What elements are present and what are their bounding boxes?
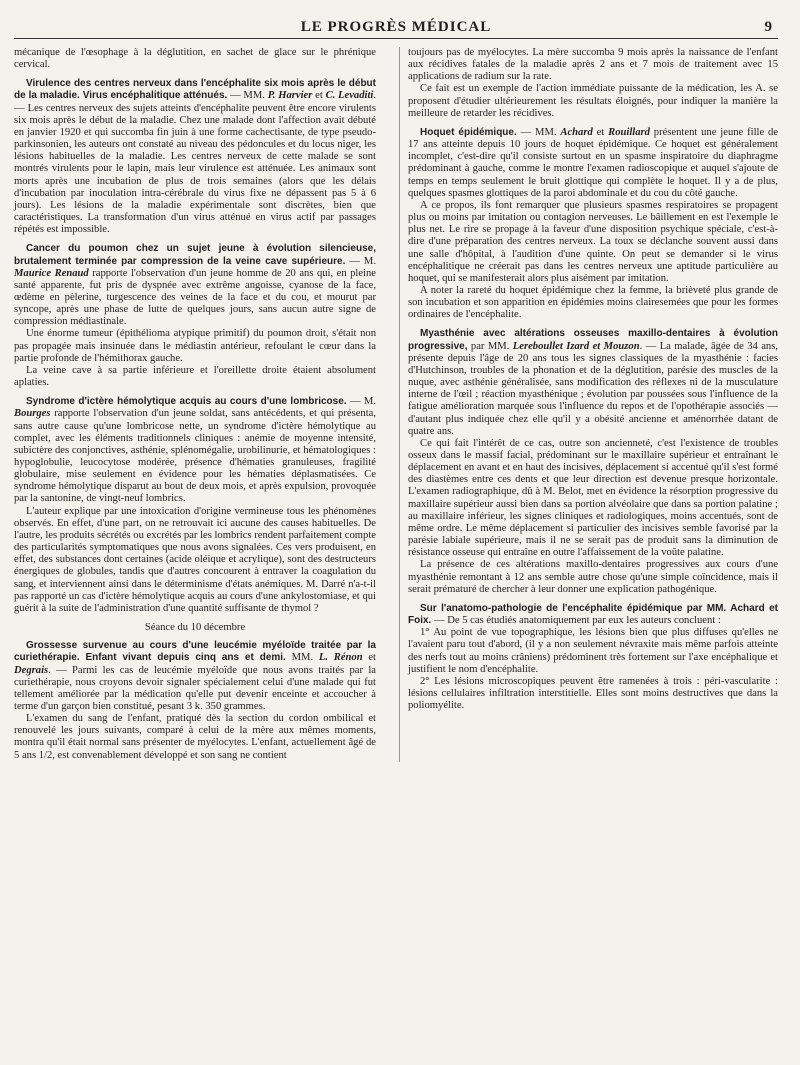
paragraph: 1° Au point de vue topographique, les lésions bien que plus diffuses qu'elles ne l'avaient paru tout d'abord, (il y a non seulement névraxite mais même parfois atteinte des nerfs tout au moins crâniens) prédominent très fortement sur l'axe encéphalique et justifient le nom d'encéphalite.: [408, 627, 778, 675]
session-heading: Séance du 10 décembre: [144, 622, 246, 634]
paragraph: A ce propos, ils font remarquer que plusieurs spasmes respiratoires se propagent plus ou moins par imitation ou contagion nerveuses. Le bâillement en est l'exemple le plus net. Le rire se propage à la faveur d'une disposition psychique spéciale, c'est-à-dire d'une préparation des centres nerveux. La toux se déclanche souvent aussi dans une salle d'hôpital, à l'audition d'une quinte. On peut se demander si le virus encéphalitique ne créerait pas dans les centres nerveux une aptitude particulière au hoquet, qui se manifesterait alors plus aisément par imitation.: [408, 199, 778, 284]
paragraph: 2° Les lésions microscopiques peuvent être ramenées à trois : péri-vascularite : lésions cellulaires infiltration interstitielle. Elles sont moins destructives que dans la poliomyélite.: [408, 675, 778, 712]
article-title: Sur l'anatomo-pathologie de l'encéphalite épidémique par MM. Achard et Foix.: [408, 602, 778, 627]
author: Rouillard: [608, 126, 650, 138]
author: Degrais: [14, 664, 49, 676]
continuation-paragraph: mécanique de l'œsophage à la déglutition, en sachet de glace sur le phrénique cervical.: [14, 47, 376, 71]
article-harvier-levaditi: Virulence des centres nerveux dans l'encéphalite six mois après le début de la maladie. Virus encéphalitique atténués. — MM. P. Harvier et C. Levaditi. — Les centres nerveux des sujets atteints d'encéphalite peuvent être encore virulents six mois après le début de la maladie. Chez une malade dont l'affection avait débuté en janvier 1920 et qui succomba fin juin à une forme cachectisante, de type pseudo-parkinsonien, les auteurs ont constaté au niveau des pédoncules et du locus niger, les lésions habituelles de la maladie. Les centres nerveux de cette malade se sont montrés virulents pour le lapin, mais leur virulence est atténuée. Les animaux sont morts après une incubation de plus de trois semaines (alors que les délais d'incubation par inoculation intra-cérébrale du virus fixe ne dépassent pas 5 à 6 jours). Les lésions de la maladie expérimentale sont discrètes, bien que caractéristiques. La transformation d'un virus atténué en virus actif par passages répétés est impossible.: [14, 78, 377, 236]
paragraph: A noter la rareté du hoquet épidémique chez la femme, la brièveté plus grande de son incubation et son apparition en épidémies moins clairesemées que pour les formes ordinaires de l'encéphalite.: [408, 284, 778, 321]
right-column: [399, 47, 778, 762]
article-anatomo-pathologie: Sur l'anatomo-pathologie de l'encéphalite épidémique par MM. Achard et Foix. — De 5 cas étudiés anatomiquement par eux les auteurs concluent :: [408, 602, 778, 627]
two-column-body: [14, 47, 778, 762]
article-bourges: Syndrome d'ictère hémolytique acquis au cours d'une lombricose. — M. Bourges rapporte l'observation d'un jeune soldat, sans antécédents, et qui présenta, sans autre cause qu'une lombricose nette, un syndrome d'ictère hémolytique au complet, avec les éléments traditionnels cliniques : anémie de moyenne intensité, subictère des conjonctives, asthénie, splénomégalie, urobilinurie, et hématologiques : hypoglobulie, leucocytose modérée, présence d'hématies granuleuses, fragilité globulaire, mise seulement en évidence pour les hématies déplasmatisées. Ce syndrome hémolytique disparut au bout de deux mois, et après expulsion, provoquée par la santonine, de vingt-neuf lombrics.: [14, 396, 376, 505]
author: Maurice Renaud: [14, 267, 89, 279]
author: Lereboullet Izard et Mouzon: [512, 340, 640, 352]
paragraph: L'examen du sang de l'enfant, pratiqué dès la section du cordon ombilical et renouvelé les jours suivants, comparé à celui de la mère aux mêmes moments, montra qu'il était normal sans présenter de myélocytes. L'enfant, actuellement âgé de 5 ans 1/2, est convenablement développé et son sang ne contient: [14, 713, 376, 761]
paragraph: Ce qui fait l'intérêt de ce cas, outre son ancienneté, c'est l'existence de troubles osseux dans le massif facial, prédominant sur le maxillaire supérieur et entraînant le déplacement en avant et en haut des incisives, déplacement si accentué qu'il s'est formé des diastèmes entre ces dents et que leur direction est devenue presque horizontale. L'examen radiographique, dû à M. Belot, met en évidence la résorption progressive du maxillaire supérieur aussi bien dans sa portion alvéolaire que dans sa portion palatine ; au maxillaire inférieur, les signes cliniques et radiologiques, moins accentués, sont de même ordre. Le même déplacement si particulier des incisives semble favorisé par la parésie labiale supérieure, mais il ne se serait pas de produit sans la diminution de résistance osseuse qui entraîne en outre l'affaissement de la voûte palatine.: [408, 437, 778, 559]
article-title: Myasthénie avec altérations osseuses maxillo-dentaires à évolution progressive,: [408, 328, 778, 352]
paragraph: L'auteur explique par une intoxication d'origine vermineuse tous les phénomènes observés. En effet, d'une part, on ne retrouvait ici aucune des causes habituelles. De l'autre, les produits sécrétés ou excrétés par les lombrics rendent parfaitement compte des particularités symptomatiques que nous avons signalées. Ces vers produisent, en effet, des substances dont certaines (acide oléique et acrylique), sont des destructeurs énergiques de globules, tandis que d'autres concourent à entraver la coagulation du sang, et interviennent ainsi dans le déterminisme d'états anémiques. M. Darré n'a-t-il pas rapporté un cas d'ictère hémolytique acquis au cours d'une ankylostomiase, et qui guérit à la suite de l'administration d'une quantité suffisante de thymol ?: [14, 505, 376, 614]
article-title: Cancer du poumon chez un sujet jeune à évolution silencieuse, brutalement terminée par compression de la veine cave supérieure.: [14, 243, 376, 267]
author: P. Harvier: [267, 90, 313, 102]
paragraph: Ce fait est un exemple de l'action immédiate puissante de la médication, les A. se proposent d'étudier ultérieurement les résultats éloignés, pour indiquer la manière la meilleure de retarder les récidives.: [408, 83, 778, 119]
continuation-paragraph: toujours pas de myélocytes. La mère succomba 9 mois après la naissance de l'enfant aux récidives fatales de la maladie après 2 ans et 7 mois de traitement avec 15 applications de radium sur la rate.: [408, 47, 778, 83]
article-title: Grossesse survenue au cours d'une leucémie myéloïde traitée par la curiethérapie. Enfant vivant depuis cinq ans et demi.: [14, 640, 376, 664]
article-renaud: Cancer du poumon chez un sujet jeune à évolution silencieuse, brutalement terminée par compression de la veine cave supérieure. — M. Maurice Renaud rapporte l'observation d'un jeune homme de 20 ans qui, en pleine santé apparente, fut pris de dyspnée avec extrême angoisse, cyanose de la face, œdème en pèlerine, turgescence des veines de la face et du cou, et mourut par syncope, après une phase de lutte de quelques jours, sans aucun autre signe de compression médiastinale.: [14, 243, 376, 328]
paragraph: Une énorme tumeur (épithélioma atypique primitif) du poumon droit, s'était non pas propagée mais insinuée dans le médiastin antérieur, refoulant le cœur dans la partie profonde de l'hémithorax gauche.: [14, 328, 376, 364]
author: Bourges: [14, 408, 51, 420]
article-renon-degrais: Grossesse survenue au cours d'une leucémie myéloïde traitée par la curiethérapie. Enfant vivant depuis cinq ans et demi. MM. L. Rénon et Degrais. — Parmi les cas de leucémie myéloïde que nous avons traités par la curiethérapie, nous croyons devoir signaler spécialement celui d'une malade qui fut tellement améliorée par la médication qu'elle put devenir enceinte et accoucher à terme d'un garçon bien constitué, pesant 3 k. 350 grammes.: [14, 640, 376, 712]
article-myasthenie: Myasthénie avec altérations osseuses maxillo-dentaires à évolution progressive, par MM. Lereboullet Izard et Mouzon. — La malade, âgée de 34 ans, présente depuis l'âge de 20 ans tous les signes classiques de la myasthénie : facies d'Hutchinson, troubles de la phonation et de la déglutition, parésie des muscles de la nuque, avec asthénie généralisée, sans modification des réflexes ni de la musculature interne de l'œil ; réaction myasthénique ; évolution par poussées sous l'influence de la fatigue amélioration marquée sous l'influence du repos et de l'opothérapie associés — d'autant plus indiquée chez elle qu'il y a obésité ancienne et aménorrhée datant de quatre ans.: [408, 328, 778, 437]
author: Achard: [560, 126, 593, 138]
page-number: 9: [764, 19, 772, 35]
paragraph: La présence de ces altérations maxillo-dentaires progressives aux cours d'une myasthénie remontant à 12 ans semble autre chose qu'une simple coïncidence, mais il serait prématuré de chercher à leur donner une explication pathogénique.: [408, 559, 778, 595]
running-header: [14, 16, 778, 39]
author: L. Rénon: [318, 652, 363, 664]
paragraph: La veine cave à sa partie inférieure et l'oreillette droite étaient absolument aplaties.: [14, 364, 376, 389]
left-column: [14, 47, 377, 762]
article-title: Virulence des centres nerveux dans l'encéphalite six mois après le début de la maladie. Virus encéphalitique atténués.: [14, 78, 376, 102]
journal-title: LE PROGRÈS MÉDICAL: [300, 19, 492, 35]
article-title: Hoquet épidémique.: [420, 126, 517, 138]
author: C. Levaditi: [325, 90, 374, 102]
article-title: Syndrome d'ictère hémolytique acquis au cours d'une lombricose.: [26, 396, 347, 408]
article-hoquet: Hoquet épidémique. — MM. Achard et Rouillard présentent une jeune fille de 17 ans atteinte depuis 10 jours de hoquet épidémique. Ce hoquet est généralement incomplet, c'est-dire qu'il consiste surtout en un spasme inspiratoire du diaphragme prédominant à gauche, comme le montre l'examen radioscopique et auquel s'ajoute de temps en temps seulement le bruit glottique qui complète le hoquet. Il y a de plus, quelques spasmes glottiques de la paroi abdominale et du cou du côté gauche.: [408, 126, 778, 199]
